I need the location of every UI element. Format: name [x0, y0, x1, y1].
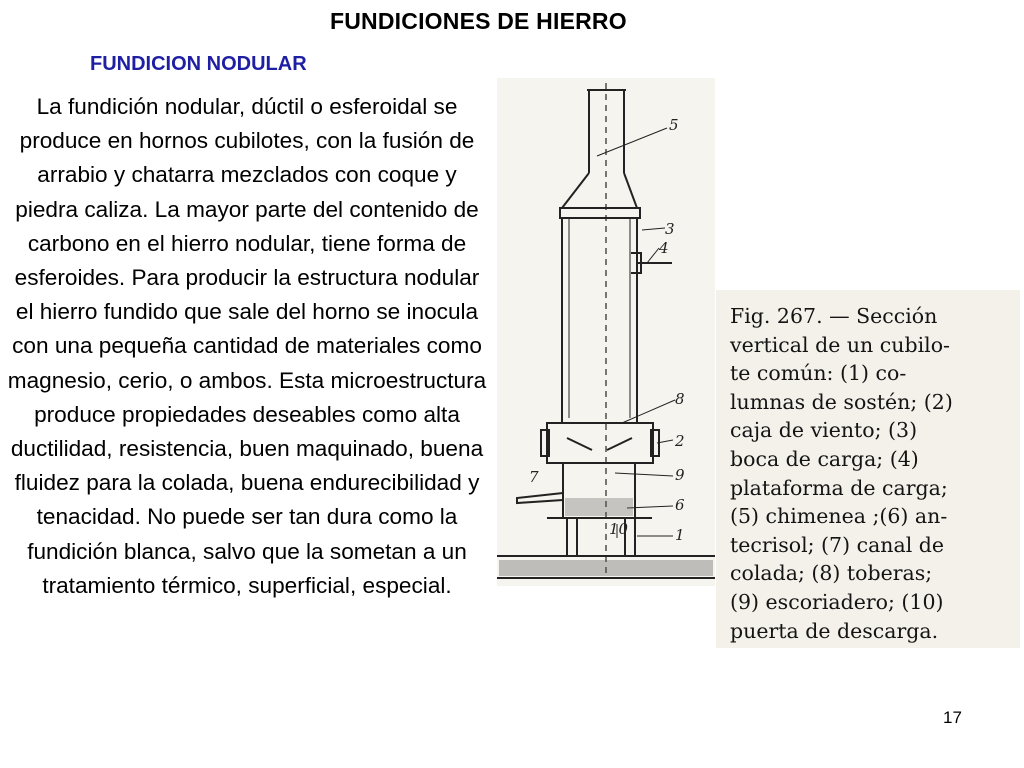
figure-label: 3	[665, 220, 675, 238]
caption-line: vertical de un cubilo-	[730, 332, 950, 357]
figure-label: 5	[669, 116, 679, 134]
figure-label: 10	[609, 520, 629, 538]
caption-line: Fig. 267. — Sección	[730, 304, 938, 328]
caption-line: plataforma de carga;	[730, 475, 948, 500]
figure-label: 2	[675, 432, 685, 450]
caption-line: puerta de descarga.	[730, 618, 939, 643]
figure-label: 1	[675, 526, 685, 544]
caption-line: (9) escoriadero; (10)	[730, 589, 944, 614]
slide-title: FUNDICIONES DE HIERRO	[330, 8, 627, 34]
slide-subtitle: FUNDICION NODULAR	[90, 53, 307, 75]
caption-line: boca de carga; (4)	[730, 446, 919, 471]
figure-label: 8	[675, 390, 685, 408]
figure-label: 9	[675, 466, 685, 484]
cupola-furnace-drawing	[497, 78, 715, 586]
body-paragraph: La fundición nodular, dúctil o esferoidal se produce en hornos cubilotes, con la fusión de arrabio y chatarra mezclados con coque y piedra caliza. La mayor parte del contenido de carbono en el hierro nodular, tiene forma de esferoides. Para producir la estructura nodular el hierro fundido que sale del horno se inocula con una pequeña cantidad de materiales como magnesio, cerio, o ambos. Esta microestructura produce propiedades deseables como alta ductilidad, resistencia, buen maquinado, buena fluidez para la colada, buena endurecibilidad y tenacidad. No puede ser tan dura como la fundición blanca, salvo que la sometan a un tratamiento térmico, superficial, especial.	[7, 94, 487, 598]
cupola-furnace-figure	[497, 78, 715, 586]
page-number: 17	[943, 708, 962, 727]
caption-line: (5) chimenea ;(6) an-	[730, 504, 948, 529]
figure-label: 6	[675, 496, 685, 514]
figure-caption	[716, 290, 1020, 648]
caption-line: colada; (8) toberas;	[730, 561, 933, 586]
caption-line: tecrisol; (7) canal de	[730, 532, 945, 557]
caption-line: lumnas de sostén; (2)	[730, 389, 953, 414]
caption-line: caja de viento; (3)	[730, 418, 918, 443]
figure-label: 4	[659, 239, 669, 257]
figure-label: 7	[529, 468, 539, 486]
caption-line: te común: (1) co-	[730, 361, 907, 386]
